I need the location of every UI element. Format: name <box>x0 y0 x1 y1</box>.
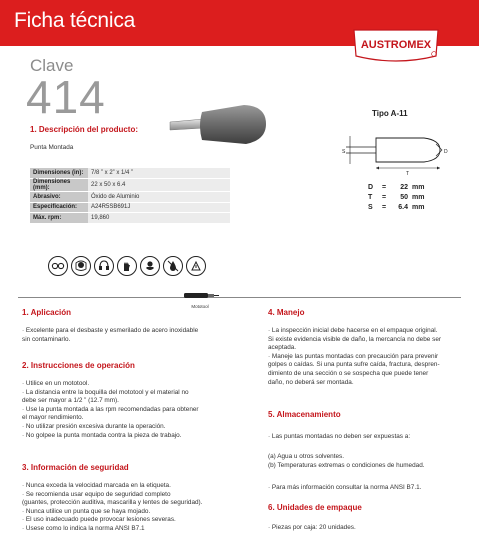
spec-key: Dimensiones (mm): <box>30 179 88 192</box>
text-line: · La distancia entre la boquilla del mototool y el material no <box>22 388 189 396</box>
instrucciones-text <box>22 380 247 440</box>
text-line: dimiento de una sección o se sospecha que puede tener <box>268 369 429 377</box>
seguridad-title: 3. Información de seguridad <box>22 463 129 472</box>
instrucciones-title: 2. Instrucciones de operación <box>22 361 135 370</box>
dimension-row: D = 22 mm <box>368 184 425 191</box>
descripcion-title: 1. Descripción del producto: <box>30 125 139 134</box>
text-line: · El uso inadecuado puede provocar lesiones severas. <box>22 516 176 524</box>
safety-icons <box>48 256 206 276</box>
manejo-text <box>268 327 468 387</box>
mounted-point-image <box>162 96 272 160</box>
spec-key: Máx. rpm: <box>30 213 88 224</box>
mototool-label: Mototool <box>191 304 209 309</box>
dim-value: 22 <box>400 184 408 191</box>
almacenamiento-note: · Para más información consultar la norma ANSI B7.1. <box>268 484 422 491</box>
dim-label: D <box>368 184 374 191</box>
dim-unit: mm <box>412 204 425 211</box>
spec-key: Abrasivo: <box>30 192 88 203</box>
text-line: · Excelente para el desbaste y esmerilado de acero inoxidable <box>22 327 199 334</box>
text-line: · Nunca utilice un punta que se haya mojado. <box>22 507 151 515</box>
page-title: Ficha técnica <box>14 9 136 32</box>
almacenamiento-title: 5. Almacenamiento <box>268 410 341 419</box>
descripcion-text: Punta Montada <box>30 144 74 151</box>
gloves-icon <box>117 256 137 276</box>
text-line: · No utilizar presión excesiva durante la operación. <box>22 422 166 430</box>
dimension-row: S = 6.4 mm <box>368 204 425 211</box>
mask-icon <box>140 256 160 276</box>
no-wet-icon <box>163 256 183 276</box>
table-row <box>30 192 230 203</box>
dim-label: S <box>368 204 373 211</box>
dim-label: T <box>368 194 373 201</box>
spec-value: 7/8 ” x 2” x 1/4 ” <box>88 168 230 179</box>
text-line: · Usese como lo indica la norma ANSI B7.1 <box>22 524 145 532</box>
spec-value: 22 x 50 x 6.4 <box>88 179 230 192</box>
almacenamiento-intro: · Las puntas montadas no deben ser expuestas a: <box>268 433 411 440</box>
text-line: aceptada. <box>268 344 297 352</box>
text-line: · Utilice en un mototool. <box>22 380 90 387</box>
face-shield-icon <box>71 256 91 276</box>
tipo-label: Tipo A-11 <box>372 109 408 118</box>
text-line: · No golpee la punta montada contra la pieza de trabajo. <box>22 431 182 439</box>
table-row <box>30 202 230 213</box>
spec-value: Óxido de Aluminio <box>88 192 230 203</box>
spec-key: Dimensiones (in): <box>30 168 88 179</box>
austromex-logo <box>352 26 440 64</box>
dimension-row: T = 50 mm <box>368 194 425 201</box>
text-line: (guantes, protección auditiva, mascarilla y lentes de seguridad). <box>22 499 203 507</box>
spec-table <box>30 168 230 224</box>
text-line: · Use la punta montada a las rpm recomendadas para obtener <box>22 405 199 413</box>
text-line: debe ser mayor a 1/2 ” (12.7 mm). <box>22 397 119 405</box>
dim-unit: mm <box>412 184 425 191</box>
text-line: Si existe evidencia visible de daño, la mercancía no debe ser <box>268 335 442 343</box>
text-line: daño, no deberá ser montada. <box>268 378 354 386</box>
aplicacion-title: 1. Aplicación <box>22 308 72 317</box>
text-line: sin contaminarlo. <box>22 335 71 343</box>
table-row <box>30 213 230 224</box>
diagram-d-label: D <box>444 149 448 155</box>
logo-text: AUSTROMEX <box>360 39 432 51</box>
empaque-title: 6. Unidades de empaque <box>268 503 362 512</box>
dim-unit: mm <box>412 194 425 201</box>
rpm-icon <box>186 256 206 276</box>
text-line: · Nunca exceda la velocidad marcada en la etiqueta. <box>22 482 171 489</box>
spec-value: 19,860 <box>88 213 230 224</box>
text-line: · Se recomienda usar equipo de seguridad completo <box>22 490 171 498</box>
text-line: (a) Agua u otros solventes. <box>268 453 345 460</box>
text-line: el mayor rendimiento. <box>22 414 84 422</box>
spec-key: Especificación: <box>30 202 88 213</box>
text-line: (b) Temperaturas extremas o condiciones de humedad. <box>268 461 425 469</box>
shape-diagram <box>336 128 456 178</box>
diagram-s-label: S <box>342 149 346 155</box>
manejo-title: 4. Manejo <box>268 308 305 317</box>
spec-value: A24R5SB691J <box>88 202 230 213</box>
ear-protection-icon <box>94 256 114 276</box>
clave-number: 414 <box>26 71 106 123</box>
text-line: · La inspección inicial debe hacerse en el empaque original. <box>268 327 438 334</box>
mototool-graphic <box>180 290 220 312</box>
section-divider <box>18 297 461 298</box>
clave-label: Clave <box>30 56 74 75</box>
text-line: golpes o caídas. Si una punta sufre caída, fractura, despren- <box>268 361 440 369</box>
empaque-text: · Piezas por caja: 20 unidades. <box>268 524 356 531</box>
table-row <box>30 168 230 179</box>
dim-value: 50 <box>400 194 408 201</box>
text-line: · Maneje las puntas montadas con precaución para prevenir <box>268 352 439 360</box>
seguridad-text <box>22 482 247 534</box>
dim-value: 6.4 <box>398 204 408 211</box>
diagram-t-label: T <box>406 171 410 177</box>
dimensions-list <box>368 183 424 213</box>
almacenamiento-items <box>268 453 468 470</box>
goggles-icon <box>48 256 68 276</box>
table-row <box>30 179 230 192</box>
aplicacion-text <box>22 327 242 344</box>
